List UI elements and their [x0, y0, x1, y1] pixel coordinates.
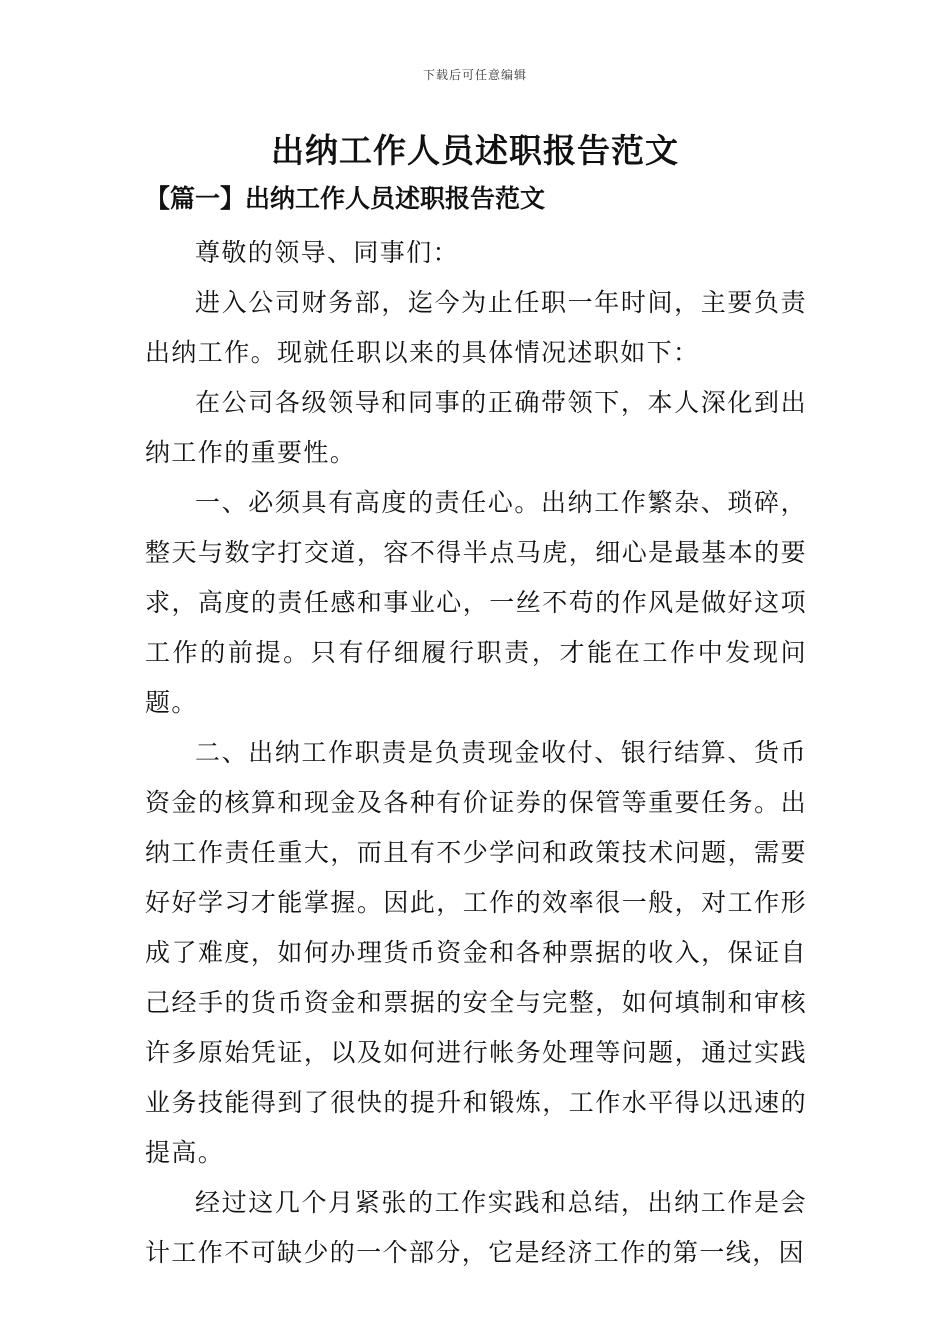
paragraph-point-one: 一、必须具有高度的责任心。出纳工作繁杂、琐碎，整天与数字打交道，容不得半点马虎，细心是最基本的要求，高度的责任感和事业心，一丝不苟的作风是做好这项工作的前提。只有仔细履行职责，才能在工作中发现问题。 [145, 488, 807, 717]
paragraph-intro: 进入公司财务部，迄今为止任职一年时间，主要负责出纳工作。现就任职以来的具体情况述职如下： [145, 288, 807, 367]
paragraph-point-two: 二、出纳工作职责是负责现金收付、银行结算、货币资金的核算和现金及各种有价证券的保管等重要任务。出纳工作责任重大，而且有不少学问和政策技术问题，需要好好学习才能掌握。因此，工作的效率很一般，对工作形成了难度，如何办理货币资金和各种票据的收入，保证自己经手的货币资金和票据的安全与完整，如何填制和审核许多原始凭证，以及如何进行帐务处理等问题，通过实践业务技能得到了很快的提升和锻炼，工作水平得以迅速的提高。 [145, 738, 807, 1167]
paragraph-salutation: 尊敬的领导、同事们： [195, 238, 460, 267]
document-title: 出纳工作人员述职报告范文 [271, 131, 679, 170]
paragraph-summary: 经过这几个月紧张的工作实践和总结，出纳工作是会计工作不可缺少的一个部分，它是经济工作的第一线，因 [145, 1188, 807, 1267]
section-heading: 【篇一】出纳工作人员述职报告范文 [145, 184, 546, 213]
header-note: 下载后可任意编辑 [422, 68, 527, 82]
document-body [145, 228, 807, 1278]
paragraph-importance: 在公司各级领导和同事的正确带领下，本人深化到出纳工作的重要性。 [145, 388, 807, 467]
